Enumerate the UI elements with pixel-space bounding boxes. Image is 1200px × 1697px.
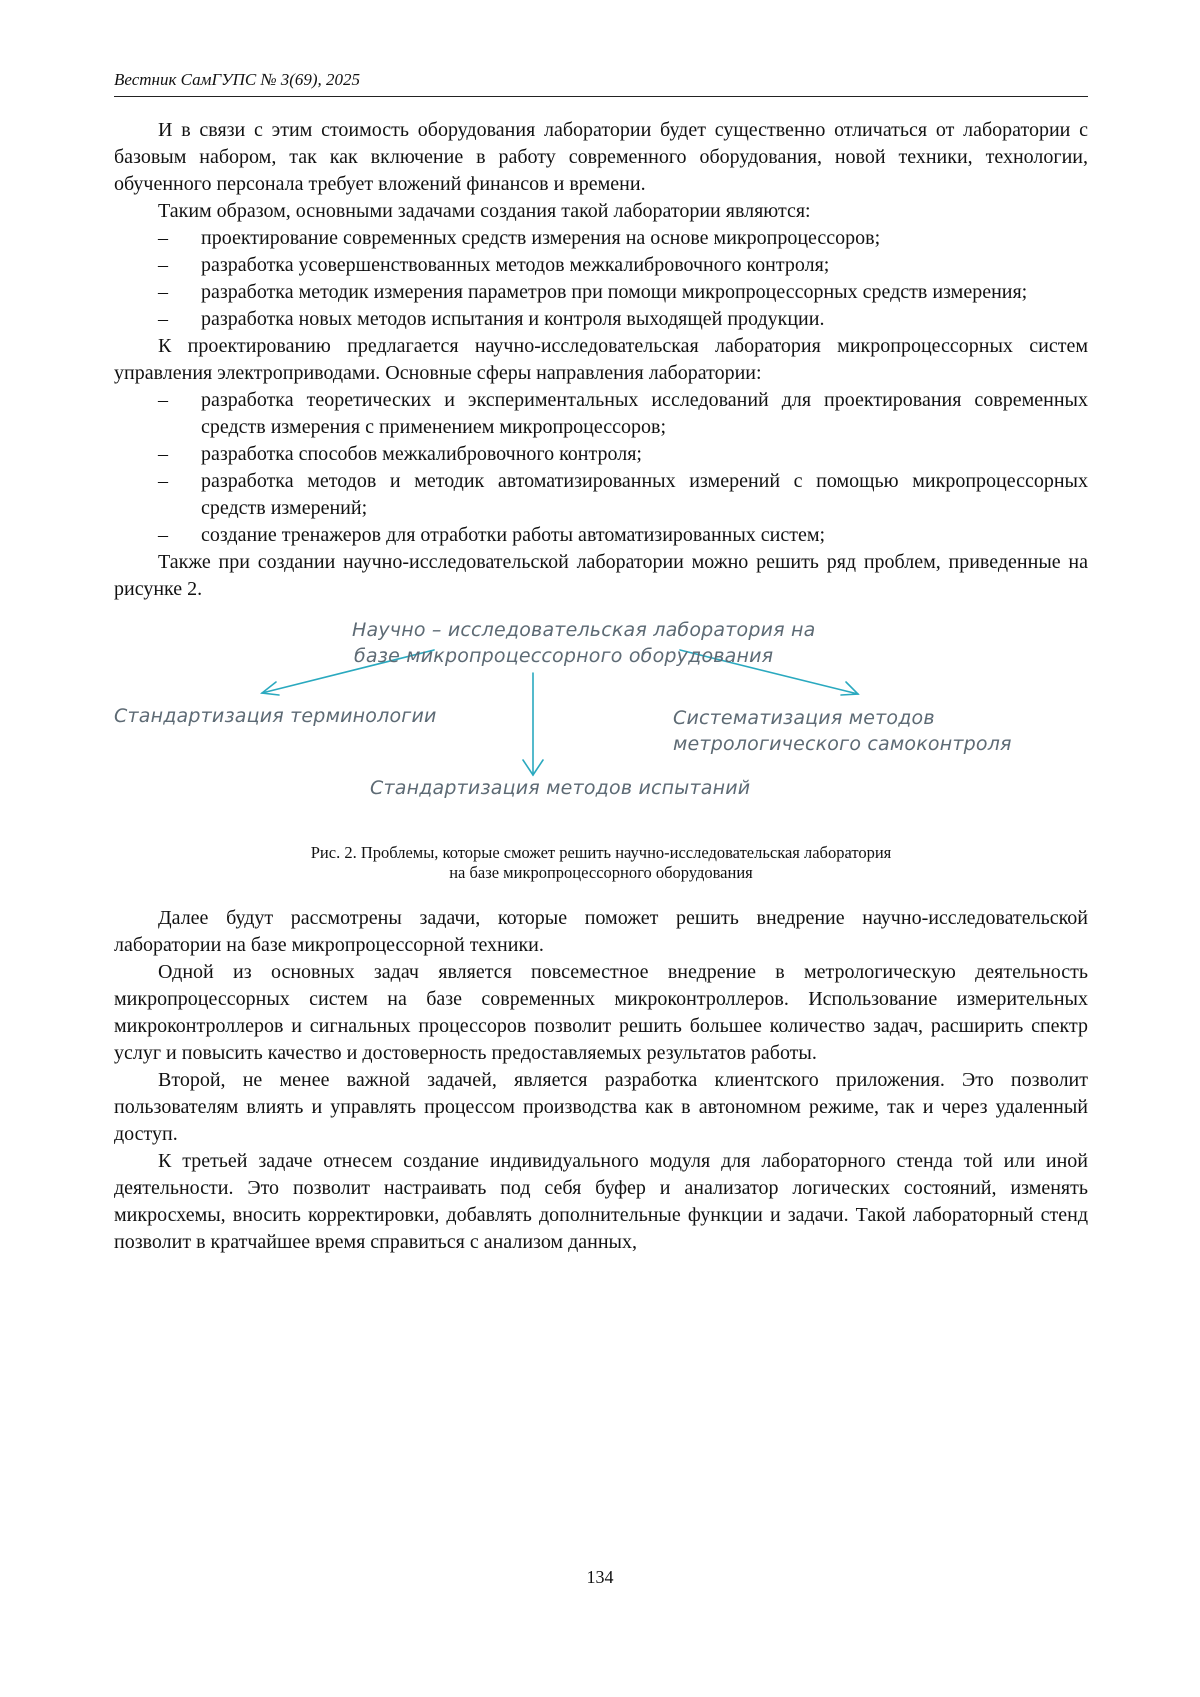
tasks-list: [114, 225, 1088, 333]
paragraph: Таким образом, основными задачами создания такой лаборатории являются:: [158, 200, 811, 222]
dash-bullet: –: [158, 254, 168, 276]
paragraph: Также при создании научно-исследовательской лаборатории можно решить ряд проблем, приведенные на рисунке 2.: [114, 551, 1088, 600]
paragraph: Одной из основных задач является повсеместное внедрение в метрологическую деятельность микропроцессорных систем на базе современных микроконтроллеров. Использование измерительных микроконтроллеров и сигнальных процессоров позволит решить большее количество задач, расширить спектр услуг и повысить качество и достоверность предоставляемых результатов работы.: [114, 961, 1088, 1064]
dash-bullet: –: [158, 281, 168, 303]
caption-line: Рис. 2. Проблемы, которые сможет решить научно-исследовательская лаборатория: [310, 843, 892, 862]
directions-list: [114, 387, 1088, 549]
list-item-text: разработка методов и методик автоматизированных измерений с помощью микропроцессорных средств измерений;: [201, 470, 1088, 519]
dash-bullet: –: [158, 443, 168, 465]
paragraph: Далее будут рассмотрены задачи, которые поможет решить внедрение научно-исследовательской лаборатории на базе микропроцессорной техники.: [114, 907, 1088, 956]
list-item: [114, 279, 1088, 306]
list-item: [114, 441, 1088, 468]
list-item: [114, 225, 1088, 252]
list-item-text: разработка усовершенствованных методов межкалибровочного контроля;: [201, 254, 830, 276]
list-item-text: разработка новых методов испытания и контроля выходящей продукции.: [201, 308, 825, 330]
paragraph: К третьей задаче отнесем создание индивидуального модуля для лабораторного стенда той или иной деятельности. Это позволит настраивать под себя буфер и анализатор логических состояний, изменять микросхемы, вносить корректировки, добавлять дополнительные функции и задачи. Такой лабораторный стенд позволит в кратчайшее время справиться с анализом данных,: [114, 1150, 1088, 1253]
list-item-text: создание тренажеров для отработки работы автоматизированных систем;: [201, 524, 826, 546]
paragraph: Второй, не менее важной задачей, является разработка клиентского приложения. Это позволит пользователям влиять и управлять процессом производства как в автономном режиме, так и через удаленный доступ.: [114, 1069, 1088, 1145]
list-item: [114, 252, 1088, 279]
list-item: [114, 387, 1088, 441]
diagram-left-node: Стандартизация терминологии: [114, 705, 437, 727]
diagram-top-line2: базе микропроцессорного оборудования: [354, 645, 774, 667]
list-item-text: разработка методик измерения параметров при помощи микропроцессорных средств измерения;: [201, 281, 1028, 303]
list-item-text: разработка теоретических и экспериментальных исследований для проектирования современных средств измерения с применением микропроцессоров;: [201, 389, 1088, 438]
diagram-bottom-node: Стандартизация методов испытаний: [370, 777, 751, 799]
dash-bullet: –: [158, 524, 168, 546]
diagram-right-line1: Систематизация методов: [673, 707, 935, 729]
dash-bullet: –: [158, 470, 168, 492]
dash-bullet: –: [158, 389, 168, 411]
arrowhead-left: [262, 682, 279, 695]
caption-line: на базе микропроцессорного оборудования: [449, 863, 753, 882]
list-item: [114, 468, 1088, 522]
list-item-text: проектирование современных средств измерения на основе микропроцессоров;: [201, 227, 881, 249]
paragraph: И в связи с этим стоимость оборудования лаборатории будет существенно отличаться от лаборатории с базовым набором, так как включение в работу современного оборудования, новой техники, технологии, обученного персонала требует вложений финансов и времени.: [114, 119, 1088, 195]
figure-caption: [114, 843, 1088, 883]
dash-bullet: –: [158, 308, 168, 330]
journal-header: Вестник СамГУПС № 3(69), 2025: [114, 70, 1088, 97]
list-item: [114, 522, 1088, 549]
figure-2-diagram: [114, 609, 1088, 839]
dash-bullet: –: [158, 227, 168, 249]
article-body: [114, 117, 1088, 1256]
page-number: 134: [586, 1567, 614, 1587]
paragraph: К проектированию предлагается научно-исследовательская лаборатория микропроцессорных систем управления электроприводами. Основные сферы направления лаборатории:: [114, 335, 1088, 384]
diagram-right-line2: метрологического самоконтроля: [673, 733, 1012, 755]
list-item-text: разработка способов межкалибровочного контроля;: [201, 443, 642, 465]
list-item: [114, 306, 1088, 333]
diagram-top-line1: Научно – исследовательская лаборатория на: [352, 619, 816, 641]
